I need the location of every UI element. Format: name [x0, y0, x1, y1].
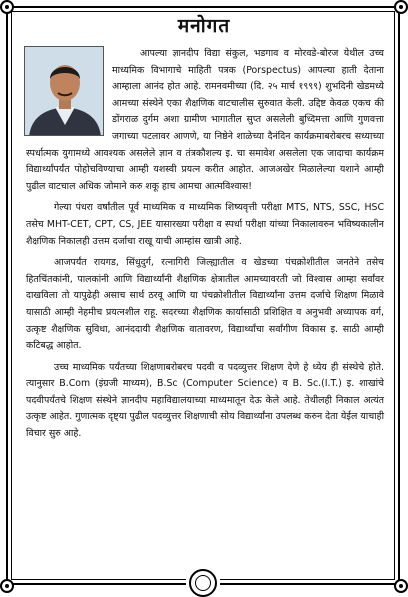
paragraph: उच्च माध्यमिक पर्यंतच्या शिक्षणाबरोबरच पदवी व पदव्युत्तर शिक्षण देणे हे ध्येय ही संस्थेचे होते. त्यानुसार B.Com (इंग्रजी माध्यम), B.Sc (Computer Science) व B. Sc.(I.T.) इ. शाखांचे पदवीपर्यंतचे शिक्षण संस्थेने ज्ञानदीप महाविद्यालयाच्या माध्यमातून देऊ केले आहे. तेथीलही निकाल अत्यंत उत्कृष्ट आहेत. गुणात्मक दृष्ट्या पुढील पदव्युत्तर शिक्षणाची सोय विद्यार्थ्यांना उपलब्ध करुन देता येईल याचाही विचार सुरु आहे. — [26, 361, 384, 440]
page-title: मनोगत — [177, 15, 231, 37]
body-text — [26, 46, 384, 448]
circle-ornament-icon — [0, 579, 14, 593]
paragraph: आजपर्यंत रायगड, सिंधुदुर्ग, रत्नागिरी जिल्ह्यातील व खेडच्या पंचक्रोशीतील जनतेने तसेच हितचिंतकांनी, पालकांनी आणि विद्यार्थ्यांनी शैक्षणिक क्षेत्रातील आमच्यावरती जो विश्वास आम्हा सर्वांवर दाखविला तो यापुढेही असाच सार्थ ठरवू आणि या पंचक्रोशीतील विद्यार्थ्यांना उत्तम दर्जाचे शिक्षण मिळावे यासाठी आम्ही नेहमीच प्रयत्नशील राहू. सदरच्या शैक्षणिक कार्यासाठी प्रशिक्षित व अनुभवी अध्यापक वर्ग, उत्कृष्ट शैक्षणिक सुविधा, आनंददायी शैक्षणिक वातावरण, विद्यार्थ्यांचा सर्वांगीण विकास इ. साठी आम्ही कटिबद्ध आहोत. — [26, 257, 384, 352]
circle-ornament-icon — [394, 579, 408, 593]
paragraph: गेल्या पंधरा वर्षांतील पूर्व माध्यमिक व माध्यमिक शिष्यवृत्ती परीक्षा MTS, NTS, SSC, HSC तसेच MHT-CET, CPT, CS, JEE यासारख्या परीक्षा व स्पर्धा परीक्षा यांच्या निकालावरुन भविष्यकालीन शैक्षणिक निकालही उत्तम दर्जाचा राखू याची आम्हांस खात्री आहे. — [26, 202, 384, 247]
paragraph: आपल्या ज्ञानदीप विद्या संकुल, भडगाव व मोरवडे-बोरज येथील उच्च माध्यमिक विभागाचे माहिती पत्रक (Porspectus) आपल्या हाती देताना आम्हाला आनंद होत आहे. रामनवमीच्या (दि. २५ मार्च १९९९) शुभदिनी खेडमध्ये आमच्या संस्थेने एका शैक्षणिक वाटचालीस सुरुवात केली. उद्दिष्ट केवळ एकच की डोंगराळ दुर्गम अशा ग्रामीण भागातील सुप्त असलेली बुध्दिमत्ता आणि गुणवत्ता जगाच्या पटलावर आणणे, या निष्ठेने शाळेच्या दैनंदिन कार्यक्रमाबरोबरच सध्याच्या स्पर्धात्मक युगामध्ये आवश्यक असलेले ज्ञान व तंत्रकौशल्य इ. चा समावेश असलेला एक जादाचा कार्यक्रम विद्यार्थ्यांपर्यंत पोहोचविण्याचा आम्ही यशस्वी प्रयत्न करीत आहोत. आजअखेर मिळालेल्या यशाने आम्ही पुढील वाटचाल अधिक जोमाने करु शकू हाच आमचा आत्मविश्वास! — [26, 48, 384, 192]
ring-ornament-icon — [186, 569, 220, 593]
